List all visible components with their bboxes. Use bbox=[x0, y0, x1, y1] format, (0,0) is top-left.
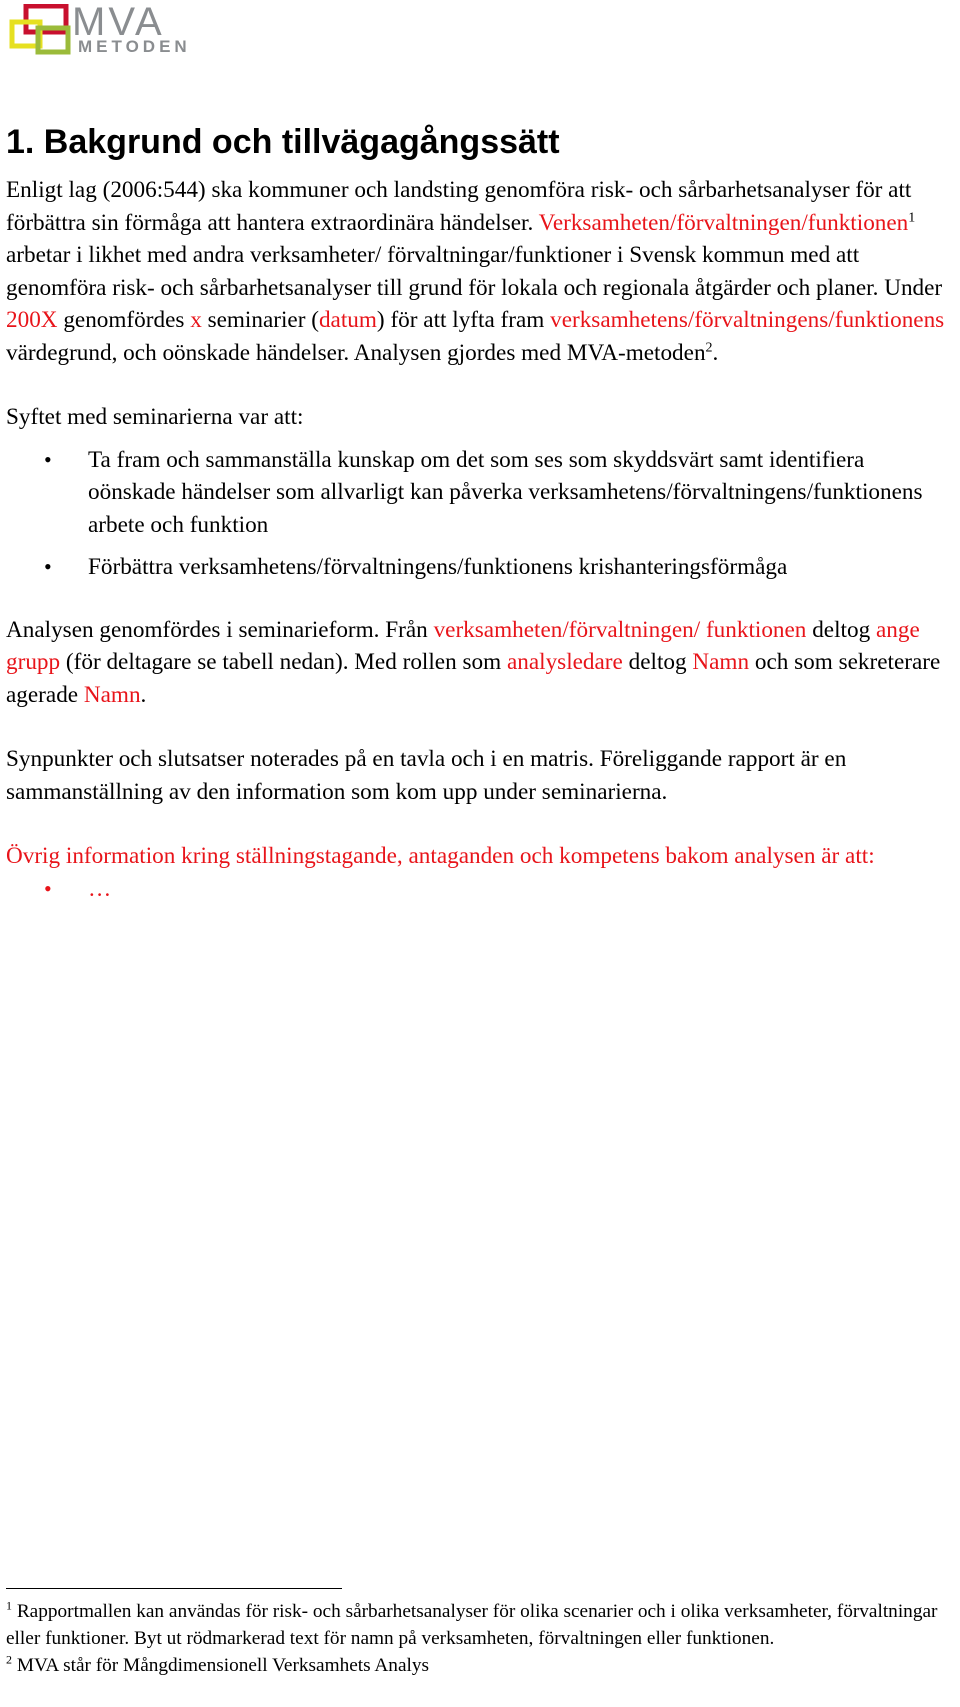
footnote-ref-2: 2 bbox=[705, 339, 713, 355]
list-item: • Ta fram och sammanställa kunskap om det som ses som skyddsvärt samt identifiera oönskade händelser som allvarligt kan påverka verksamhetens/förvaltningens/funktionens arbete och funktion bbox=[6, 444, 956, 542]
purpose-list bbox=[6, 444, 956, 584]
mva-logo bbox=[8, 0, 198, 56]
bullet-icon: • bbox=[44, 554, 52, 579]
section-heading: 1. Bakgrund och tillvägagångssätt bbox=[6, 123, 560, 161]
document-body bbox=[6, 120, 956, 915]
placeholder-count: x bbox=[190, 307, 202, 333]
list-item: • … bbox=[6, 873, 956, 906]
method-paragraph: Analysen genomfördes i seminarieform. Från verksamheten/förvaltningen/ funktionen deltog ange grupp (för deltagare se tabell nedan). Med rollen som analysledare deltog Namn och som sekreterare agerade Namn. bbox=[6, 616, 941, 708]
logo-text-sub: METODEN bbox=[78, 37, 191, 56]
bullet-icon: • bbox=[44, 446, 52, 472]
list-item: • Förbättra verksamhetens/förvaltningens/funktionens krishanteringsförmåga bbox=[6, 551, 956, 584]
footnotes bbox=[6, 1598, 946, 1679]
background-paragraph bbox=[6, 174, 956, 369]
placeholder-unit: verksamheten/förvaltningen/ funktionen bbox=[433, 616, 807, 643]
notes-paragraph: Synpunkter och slutsatser noterades på en tavla och i en matris. Föreliggande rapport är en sammanställning av den information som kom upp under seminarierna. bbox=[6, 746, 847, 805]
purpose-intro: Syftet med seminarierna var att: bbox=[6, 404, 304, 430]
p1-text-c: arbetar i likhet med andra verksamheter/ förvaltningar/funktioner i Svensk kommun med att genomföra risk- och sårbarhetsanalyser till grund för lokala och regionala åtgärder och planer. Under bbox=[6, 242, 943, 301]
placeholder-unit: Verksamheten/förvaltningen/funktionen bbox=[538, 209, 909, 236]
p1-text-l: . bbox=[712, 339, 719, 366]
p1-text-e: genomfördes bbox=[57, 307, 191, 333]
logo-squares-icon bbox=[8, 4, 78, 56]
other-info-paragraph: Övrig information kring ställningstagande, antaganden och kompetens bakom analysen är att: bbox=[6, 843, 875, 869]
footnote-2: $^2$ MVA står för Mångdimensionell Verksamhets Analys bbox=[6, 1652, 430, 1676]
p1-text-i: ) för att lyfta fram bbox=[376, 307, 551, 333]
p1-text-g: seminarier ( bbox=[201, 307, 319, 333]
placeholder-unit-genitive: verksamhetens/förvaltningens/funktionens bbox=[550, 307, 945, 333]
placeholder-group: ange grupp bbox=[6, 616, 920, 675]
placeholder-name-secretary: Namn bbox=[83, 681, 141, 708]
p1-text-k: värdegrund, och oönskade händelser. Analysen gjordes med MVA-metoden bbox=[6, 339, 706, 366]
placeholder-date: datum bbox=[318, 307, 377, 333]
footnote-1: $^1$ Rapportmallen kan användas för risk- och sårbarhetsanalyser för olika scenarier och i olika verksamheter, förvaltningar eller funktioner. Byt ut rödmarkerad text för namn på verksamheten, förvaltningen eller funktionen. bbox=[6, 1598, 938, 1649]
placeholder-name-leader: Namn bbox=[692, 649, 750, 675]
logo-text-main: MVA bbox=[72, 0, 165, 44]
footnote-ref-1: 1 bbox=[908, 209, 916, 225]
other-info-list bbox=[6, 873, 956, 906]
bullet-icon: • bbox=[44, 875, 52, 901]
footnote-separator bbox=[6, 1588, 342, 1589]
placeholder-role: analysledare bbox=[506, 649, 623, 675]
p1-text-a: Enligt lag (2006:544) ska kommuner och landsting genomföra risk- och sårbarhetsanalyser för att förbättra sin förmåga att hantera extraordinära händelser. bbox=[6, 177, 912, 236]
placeholder-year: 200X bbox=[6, 307, 58, 333]
